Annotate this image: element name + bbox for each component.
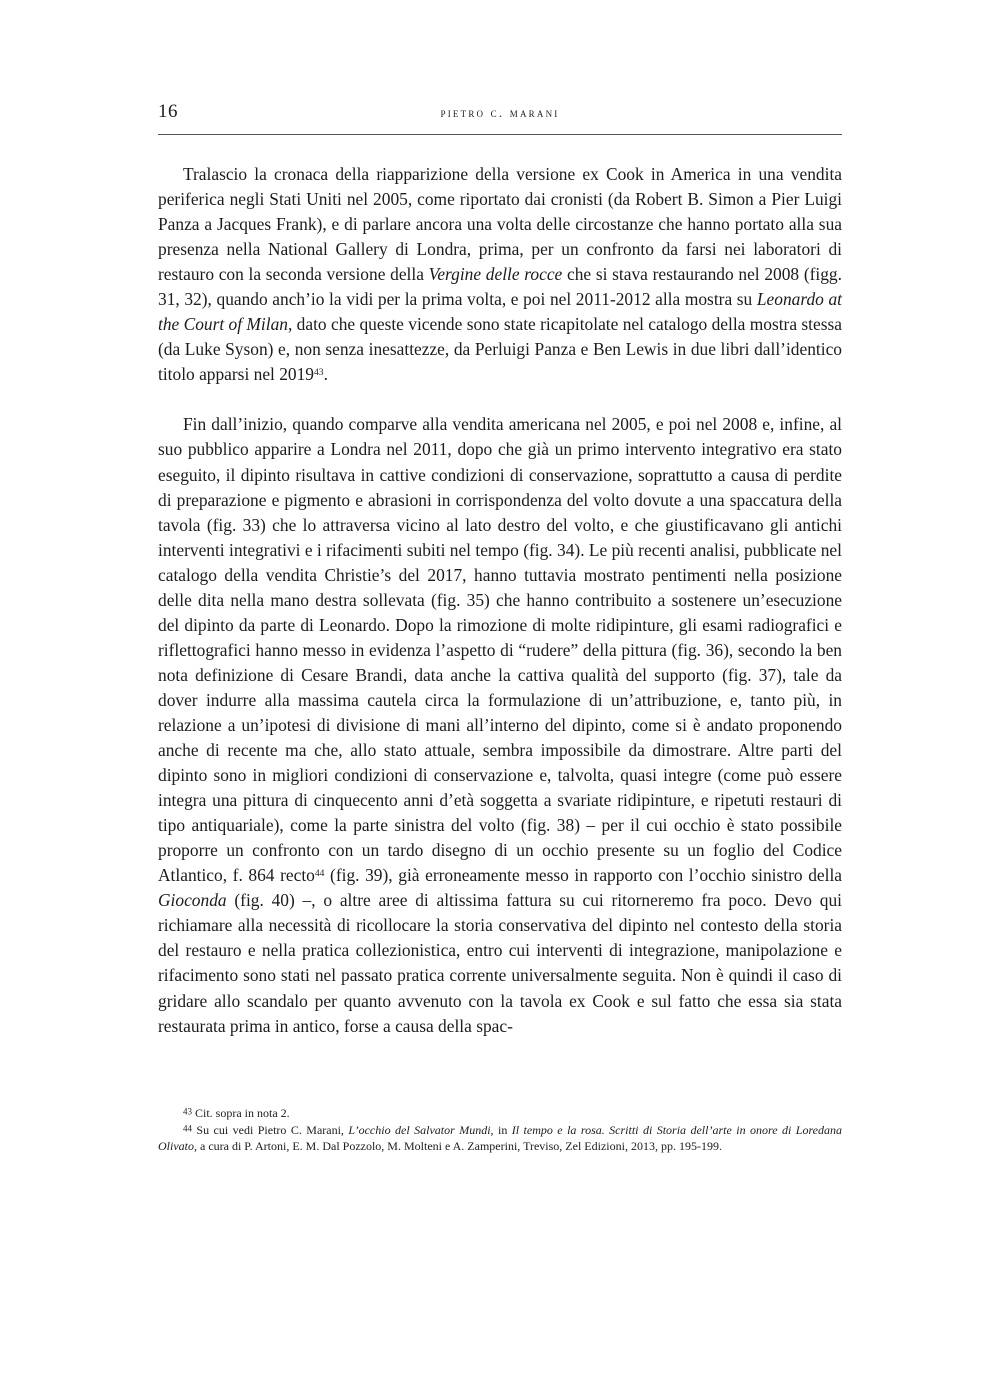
footnote-reference: 44: [314, 868, 325, 880]
paragraph-2: [158, 412, 842, 1038]
footnote-43: [158, 1105, 842, 1122]
page-header: [158, 98, 842, 135]
footnotes: [158, 1105, 842, 1155]
text-span: che si stava restaurando nel 2008 (figg. 31, 32), quando anch’io la vidi per la prima volta, e poi nel 2011-2012 alla mostra su: [158, 264, 842, 310]
text-span: Tralascio la cronaca della riapparizione della versione ex Cook in America in una vendita periferica negli Stati Uniti nel 2005, come riportato dai cronisti (da Robert B. Simon a Pier Luigi Panza a Jacques Frank), e di parlare ancora una volta delle circostanze che hanno portato alla sua presenza nella National Gallery di Londra, prima, per un confronto da farsi nei laboratori di restauro con la seconda versione della: [158, 164, 842, 285]
italic-title: Vergine delle rocce: [428, 264, 563, 285]
paragraph-1: [158, 162, 842, 387]
footnote-text: a cura di P. Artoni, E. M. Dal Pozzolo, M. Molteni e A. Zamperini, Treviso, Zel Edizioni, 2013, pp. 195-199.: [197, 1139, 722, 1153]
italic-title: L’occhio del Salvator Mundi,: [348, 1122, 494, 1137]
footnote-44: [158, 1122, 842, 1155]
text-span: dato che queste vicende sono state ricapitolate nel catalogo della mostra stessa (da Luke Syson) e, non senza inesattezze, da Perluigi Panza e Ben Lewis in due libri dall’identico titolo apparsi nel 2019: [158, 314, 842, 385]
main-text: [158, 162, 842, 1039]
footnote-text: Su cui vedi Pietro C. Marani,: [192, 1122, 349, 1137]
italic-title: Il tempo e la rosa. Scritti di Storia dell’arte in onore di Loredana Olivato,: [158, 1122, 842, 1153]
footnote-reference: 43: [314, 367, 324, 379]
italic-title: Leonardo at the Court of Milan,: [158, 289, 842, 335]
page-number: 16: [158, 101, 178, 122]
text-span: (fig. 39), già erroneamente messo in rapporto con l’occhio sinistro della: [324, 865, 842, 886]
footnote-number: 44: [183, 1122, 192, 1133]
italic-title: Gioconda: [158, 890, 227, 911]
text-span: .: [323, 364, 328, 385]
text-span: (fig. 40) –, o altre aree di altissima fattura su cui ritorneremo fra poco. Devo qui richiamare alla necessità di ricollocare la storia conservativa del dipinto nel contesto della storia del restauro e nella pratica collezionistica, entro cui interventi di integrazione, manipolazione e rifacimento sono stati nel passato pratica corrente universalmente seguita. Non è quindi il caso di gridare allo scandalo per quanto avvenuto con la tavola ex Cook e sul fatto che essa sia stata restaurata prima in antico, forse a causa della spac-: [158, 890, 842, 1036]
text-span: Fin dall’inizio, quando comparve alla vendita americana nel 2005, e poi nel 2008 e, infine, al suo pubblico apparire a Londra nel 2011, dopo che già un primo intervento integrativo era stato eseguito, il dipinto risultava in cattive condizioni di conservazione, soprattutto a causa di perdite di preparazione e pigmento e abrasioni in corrispondenza del volto dovute a una spaccatura della tavola (fig. 33) che lo attraversa vicino al lato destro del volto, e che giustificavano gli antichi interventi integrativi e i rifacimenti subiti nel tempo (fig. 34). Le più recenti analisi, pubblicate nel catalogo della vendita Christie’s del 2017, hanno tuttavia mostrato pentimenti nella posizione delle dita nella mano destra sollevata (fig. 35) che hanno contribuito a sostenere un’esecuzione del dipinto da parte di Leonardo. Dopo la rimozione di molte ridipinture, gli esami radiografici e riflettografici hanno messo in evidenza l’aspetto di “rudere” della pittura (fig. 36), secondo la ben nota definizione di Cesare Brandi, data anche la cattiva qualità del supporto (fig. 37), tale da dover indurre alla massima cautela circa la formulazione di un’attribuzione, e, tanto più, in relazione a un’ipotesi di divisione di mani all’interno del dipinto, come si è andato proponendo anche di recente ma che, allo stato attuale, sembra impossibile da dimostrare. Altre parti del dipinto sono in migliori condizioni di conservazione e, talvolta, quasi integre (come può essere integra una pittura di cinquecento anni d’età soggetta a svariate ridipinture, e ripetuti restauri di tipo antiquariale), come la parte sinistra del volto (fig. 38) – per il cui occhio è stato possibile proporre un confronto con un tardo disegno di un occhio presente su un foglio del Codice Atlantico, f. 864 recto: [158, 414, 842, 886]
running-head: pietro c. marani: [440, 105, 560, 120]
footnote-number: 43: [183, 1106, 192, 1117]
footnote-text: in: [493, 1122, 512, 1137]
footnote-text: Cit. sopra in nota 2.: [192, 1106, 290, 1120]
